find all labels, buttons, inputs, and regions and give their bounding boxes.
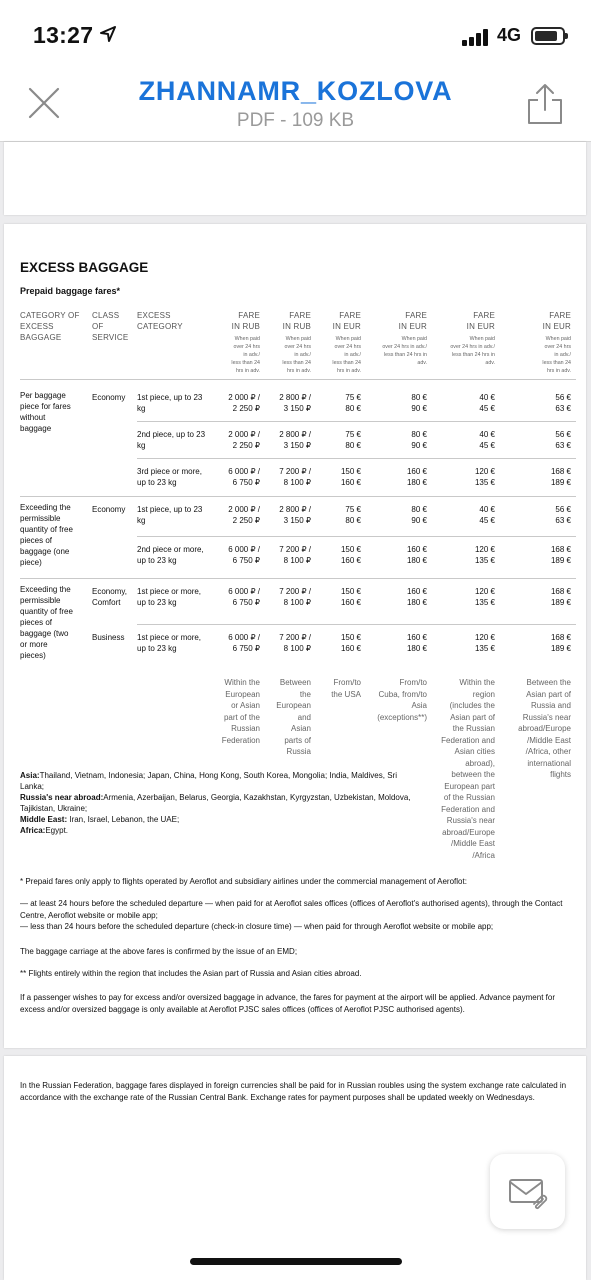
battery-level [535, 31, 557, 41]
fare-cell: 2 000 ₽ / 2 250 ₽ [228, 393, 260, 413]
fare-cell: 80 € 90 € [411, 393, 427, 413]
excess-cell: 1st piece or more, up to 23 kg [137, 587, 202, 607]
region-countries: Armenia, Azerbaijan, Belarus, Georgia, Kazakhstan, Kyrgyzstan, Uzbekistan, Moldova, Tajikistan, Ukraine; [20, 793, 411, 813]
fare-cell: 120 € 135 € [474, 545, 495, 565]
region-definition [20, 770, 420, 792]
fare-zone-1: Within the European or Asian part of the Russian Federation [221, 678, 260, 745]
region-label: Africa: [20, 826, 46, 835]
fare-cell: 75 € 80 € [345, 430, 361, 450]
fare-zone-5: Within the region (includes the Asian part of the Russian Federation and Asian cities abroad), between the European part of the Russian Federation and Russia's near abroad/Europe /Middle East /Africa [441, 678, 495, 860]
col-header-class: CLASS OF SERVICE [92, 311, 129, 342]
fare-cell: 2 800 ₽ / 3 150 ₽ [279, 505, 311, 525]
col-header-fare-6: FARE IN EUR [542, 311, 571, 331]
table-header-divider [20, 379, 576, 380]
pdf-page-2 [4, 224, 586, 1048]
excess-cell: 1st piece, up to 23 kg [137, 393, 203, 413]
mail-button[interactable] [490, 1154, 565, 1229]
document-name: ZHANNAMR_KOZLOVA [138, 76, 453, 106]
fare-cell: 2 000 ₽ / 2 250 ₽ [228, 505, 260, 525]
section-subtitle: Prepaid baggage fares* [20, 286, 121, 296]
fare-cell: 168 € 189 € [550, 633, 571, 653]
fare-cell: 120 € 135 € [474, 633, 495, 653]
col-header-fare-4: FARE IN EUR [398, 311, 427, 331]
row-divider [137, 624, 576, 625]
region-countries: Iran, Israel, Lebanon, the UAE; [67, 815, 180, 824]
excess-cell: 2nd piece or more, up to 23 kg [137, 545, 204, 565]
class-cell: Economy [92, 393, 126, 402]
fare-zone-4: From/to Cuba, from/to Asia (exceptions**) [377, 678, 427, 722]
fare-cell: 6 000 ₽ / 6 750 ₽ [228, 545, 260, 565]
col-note-2: When paid over 24 hrs in adv./ less than 24 hrs in adv. [282, 336, 311, 374]
region-label: Russia's near abroad: [20, 793, 104, 802]
footnote: * Prepaid fares only apply to flights operated by Aeroflot and subsidiary airlines under the commercial management of Aeroflot: [20, 877, 467, 886]
fare-cell: 120 € 135 € [474, 587, 495, 607]
region-definition [20, 814, 420, 825]
fare-cell: 160 € 180 € [406, 633, 427, 653]
fare-cell: 150 € 160 € [340, 467, 361, 487]
row-divider [20, 578, 576, 579]
footnote: The baggage carriage at the above fares is confirmed by the issue of an EMD; [20, 947, 298, 956]
col-header-fare-5: FARE IN EUR [466, 311, 495, 331]
fare-cell: 168 € 189 € [550, 467, 571, 487]
region-definition [20, 792, 420, 814]
status-bar [0, 0, 591, 64]
excess-cell: 2nd piece, up to 23 kg [137, 430, 206, 450]
region-countries: Egypt. [45, 826, 69, 835]
fare-cell: 120 € 135 € [474, 467, 495, 487]
location-arrow-icon [100, 26, 116, 42]
home-indicator [190, 1258, 402, 1265]
fare-cell: 160 € 180 € [406, 587, 427, 607]
fare-cell: 150 € 160 € [340, 545, 361, 565]
class-cell: Economy [92, 505, 126, 514]
fare-cell: 2 800 ₽ / 3 150 ₽ [279, 430, 311, 450]
fare-cell: 2 000 ₽ / 2 250 ₽ [228, 430, 260, 450]
mail-icon [490, 1154, 565, 1229]
col-header-fare-2: FARE IN RUB [282, 311, 311, 331]
excess-cell: 1st piece, up to 23 kg [137, 505, 203, 525]
footnote: If a passenger wishes to pay for excess and/or oversized baggage in advance, the fares for payment at the airport will be applied. Advance payment for excess and/or oversized baggage is only available at Aeroflot PJSC sales offices (offices of Aeroflot PJSC authorised agents). [20, 993, 555, 1014]
fare-cell: 150 € 160 € [340, 587, 361, 607]
row-divider [20, 496, 576, 497]
document-header [0, 64, 591, 142]
fare-cell: 56 € 63 € [555, 505, 571, 525]
status-time: 13:27 [33, 22, 94, 48]
region-label: Middle East: [20, 815, 68, 824]
fare-cell: 56 € 63 € [555, 393, 571, 413]
col-header-fare-3: FARE IN EUR [332, 311, 361, 331]
row-divider [137, 536, 576, 537]
signal-icon [462, 28, 492, 46]
region-countries: Thailand, Vietnam, Indonesia; Japan, China, Hong Kong, South Korea, Mongolia; India, Maldives, Sri Lanka; [20, 771, 397, 791]
fare-zone-3: From/to the USA [331, 678, 361, 699]
fare-cell: 168 € 189 € [550, 587, 571, 607]
col-header-fare-1: FARE IN RUB [231, 311, 260, 331]
col-note-1: When paid over 24 hrs in adv./ less than 24 hrs in adv. [231, 336, 260, 374]
fare-cell: 150 € 160 € [340, 633, 361, 653]
fare-cell: 7 200 ₽ / 8 100 ₽ [279, 467, 311, 487]
category-cell: Exceeding the permissible quantity of free pieces of baggage (two or more pieces) [20, 585, 73, 660]
fare-cell: 7 200 ₽ / 8 100 ₽ [279, 545, 311, 565]
fare-cell: 40 € 45 € [479, 430, 495, 450]
fare-cell: 56 € 63 € [555, 430, 571, 450]
category-cell: Per baggage piece for fares without baggage [20, 391, 71, 433]
fare-cell: 40 € 45 € [479, 505, 495, 525]
fare-cell: 80 € 90 € [411, 430, 427, 450]
row-divider [137, 421, 576, 422]
exchange-note: In the Russian Federation, baggage fares displayed in foreign currencies shall be paid for in Russian roubles using the system exchange rate calculated in accordance with the exchange rate of the Russian Central Bank. Exchange rates for payment purposes shall be updated weekly on Wednesdays. [20, 1081, 567, 1102]
battery-icon [531, 27, 565, 45]
fare-zone-2: Between the European and Asian parts of Russia [276, 678, 311, 756]
category-cell: Exceeding the permissible quantity of free pieces of baggage (one piece) [20, 503, 73, 567]
region-definition [20, 825, 420, 836]
fare-zone-6: Between the Asian part of Russia and Russia's near abroad/Europe /Middle East /Africa, other international flights [518, 678, 571, 779]
fare-cell: 168 € 189 € [550, 545, 571, 565]
share-icon[interactable] [525, 82, 565, 126]
excess-cell: 1st piece or more, up to 23 kg [137, 633, 202, 653]
fare-cell: 75 € 80 € [345, 393, 361, 413]
document-info: PDF - 109 KB [236, 110, 355, 131]
fare-cell: 80 € 90 € [411, 505, 427, 525]
fare-cell: 7 200 ₽ / 8 100 ₽ [279, 587, 311, 607]
fare-cell: 75 € 80 € [345, 505, 361, 525]
fare-cell: 160 € 180 € [406, 545, 427, 565]
col-note-4: When paid over 24 hrs in adv./ less than 24 hrs in adv. [382, 336, 427, 366]
fare-cell: 160 € 180 € [406, 467, 427, 487]
fare-cell: 6 000 ₽ / 6 750 ₽ [228, 467, 260, 487]
fare-cell: 7 200 ₽ / 8 100 ₽ [279, 633, 311, 653]
fare-cell: 2 800 ₽ / 3 150 ₽ [279, 393, 311, 413]
footnote: — at least 24 hours before the scheduled departure — when paid for at Aeroflot sales offices (offices of Aeroflot's authorised agents), through the Contact Centre, Aeroflot website or mobile app; — less than 24 hours before the scheduled departure (check-in closure time) — when paid for through Aeroflot website or mobile app; [20, 899, 563, 931]
class-cell: Economy, Comfort [92, 587, 127, 607]
network-type: 4G [497, 25, 522, 45]
fare-cell: 6 000 ₽ / 6 750 ₽ [228, 587, 260, 607]
fare-cell: 6 000 ₽ / 6 750 ₽ [228, 633, 260, 653]
row-divider [137, 458, 576, 459]
footnote: ** Flights entirely within the region that includes the Asian part of Russia and Asian cities abroad. [20, 969, 362, 978]
excess-cell: 3rd piece or more, up to 23 kg [137, 467, 202, 487]
fare-cell: 40 € 45 € [479, 393, 495, 413]
pdf-page-1 [4, 142, 586, 215]
col-note-5: When paid over 24 hrs in adv./ less than 24 hrs in adv. [450, 336, 495, 366]
class-cell: Business [92, 633, 125, 642]
col-header-category: CATEGORY OF EXCESS BAGGAGE [20, 311, 80, 342]
col-note-6: When paid over 24 hrs in adv./ less than 24 hrs in adv. [542, 336, 571, 374]
col-note-3: When paid over 24 hrs in adv./ less than 24 hrs in adv. [332, 336, 361, 374]
col-header-excess: EXCESS CATEGORY [137, 311, 183, 331]
region-label: Asia: [20, 771, 40, 780]
section-title: EXCESS BAGGAGE [20, 260, 149, 275]
